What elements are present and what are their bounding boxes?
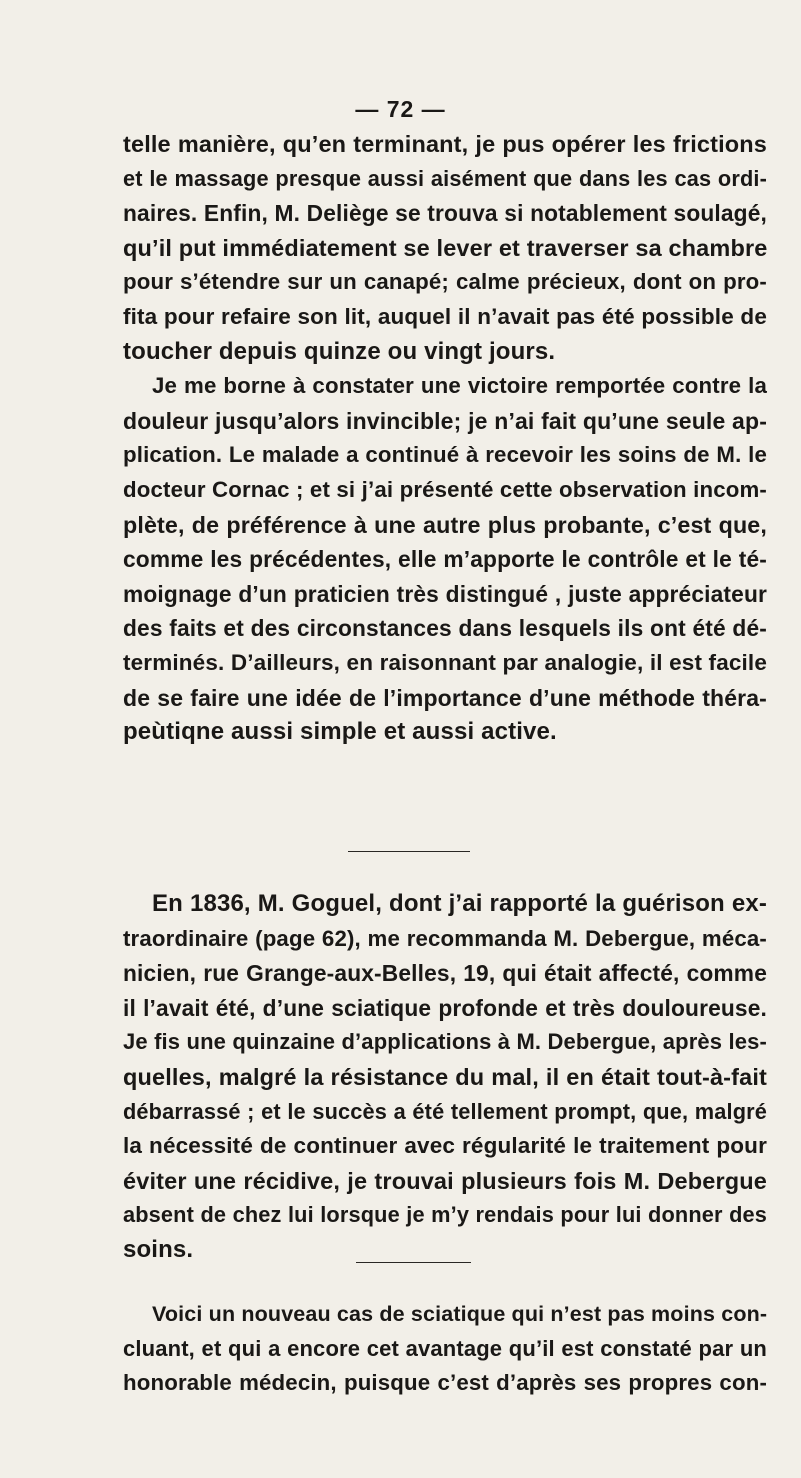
text-line: telle manière, qu’en terminant, je pus opérer les frictions — [123, 131, 767, 157]
text-line: fita pour refaire son lit, auquel il n’avait pas été possible de — [123, 303, 767, 329]
text-line: et le massage presque aussi aisément que dans les cas ordi- — [123, 165, 767, 191]
text-line: il l’avait été, d’une sciatique profonde et très douloureuse. — [123, 994, 767, 1021]
text-line: débarrassé ; et le succès a été tellement prompt, que, malgré — [123, 1098, 767, 1124]
text-line: nicien, rue Grange-aux-Belles, 19, qui était affecté, comme — [123, 960, 767, 987]
text-line: traordinaire (page 62), me recommanda M. Debergue, méca- — [123, 925, 767, 951]
text-line: honorable médecin, puisque c’est d’après ses propres con- — [123, 1370, 767, 1396]
text-line: pour s’étendre sur un canapé; calme précieux, dont on pro- — [123, 269, 767, 295]
text-line: éviter une récidive, je trouvai plusieurs fois M. Debergue — [123, 1167, 767, 1194]
text-line: docteur Cornac ; et si j’ai présenté cette observation incom- — [123, 476, 767, 502]
text-line: plication. Le malade a continué à recevoir les soins de M. le — [123, 442, 767, 468]
text-line: quelles, malgré la résistance du mal, il en était tout-à-fait — [123, 1063, 767, 1090]
text-line: soins. — [123, 1235, 194, 1263]
section-divider — [356, 1262, 471, 1263]
paragraph-group-1 — [123, 127, 767, 750]
text-line: Je fis une quinzaine d’applications à M. Debergue, après les- — [123, 1029, 767, 1055]
text-line: peùtiqne aussi simple et aussi active. — [123, 718, 557, 746]
text-line: terminés. D’ailleurs, en raisonnant par analogie, il est facile — [123, 649, 767, 675]
text-line: Je me borne à constater une victoire remportée contre la — [152, 373, 767, 399]
text-line: comme les précédentes, elle m’apporte le contrôle et le té- — [123, 546, 767, 573]
text-line: toucher depuis quinze ou vingt jours. — [123, 337, 556, 365]
text-line: Voici un nouveau cas de sciatique qui n’est pas moins con- — [152, 1302, 768, 1326]
text-line: absent de chez lui lorsque je m’y rendais pour lui donner des — [123, 1202, 767, 1228]
text-line: de se faire une idée de l’importance d’une méthode théra- — [123, 684, 767, 711]
paragraph-group-3 — [123, 1297, 767, 1401]
text-line: moignage d’un praticien très distingué , juste appréciateur — [123, 580, 767, 607]
paragraph-group-2 — [123, 887, 767, 1268]
text-line: cluant, et qui a encore cet avantage qu’il est constaté par un — [123, 1335, 767, 1361]
text-line: douleur jusqu’alors invincible; je n’ai fait qu’une seule ap- — [123, 407, 767, 434]
text-line: En 1836, M. Goguel, dont j’ai rapporté la guérison ex- — [152, 890, 767, 917]
text-line: plète, de préférence à une autre plus probante, c’est que, — [123, 511, 767, 538]
text-line: des faits et des circonstances dans lesquels ils ont été dé- — [123, 615, 767, 642]
text-line: naires. Enfin, M. Deliège se trouva si notablement soulagé, — [123, 200, 767, 227]
text-line: qu’il put immédiatement se lever et traverser sa chambre — [123, 234, 768, 261]
text-line: la nécessité de continuer avec régularité le traitement pour — [123, 1133, 767, 1159]
section-divider — [348, 851, 470, 852]
page-number: — 72 — — [355, 96, 446, 122]
